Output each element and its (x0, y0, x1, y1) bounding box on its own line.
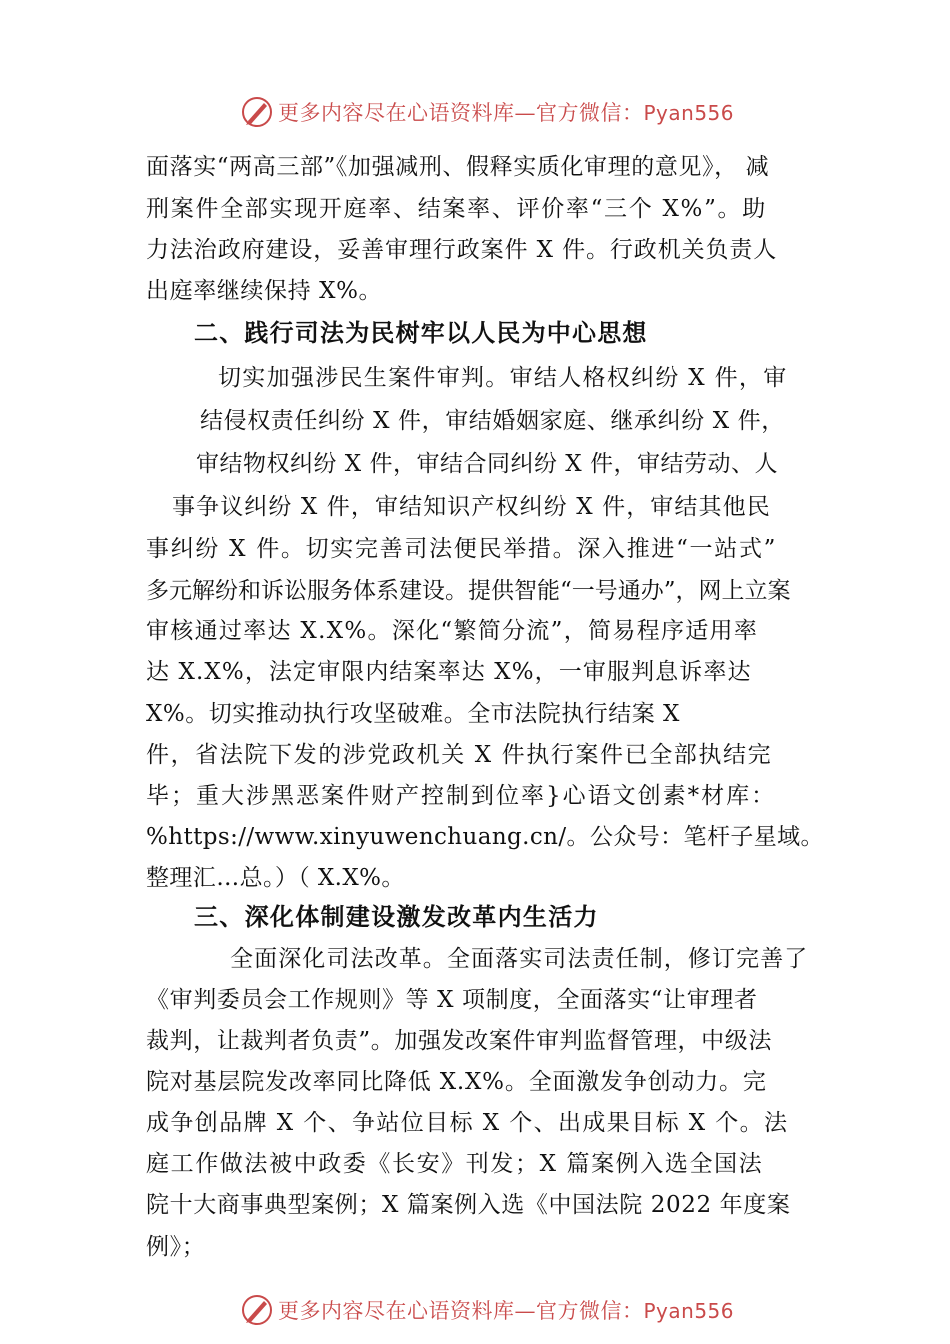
text-line: 面落实“两高三部”《加强减刑、假释实质化审理的意见》， 减 (146, 154, 770, 180)
pen-circle-logo-icon (240, 1293, 274, 1327)
text-line: 结侵权责任纠纷 X 件，审结婚姻家庭、继承纠纷 X 件， (200, 408, 785, 434)
text-line: 达 X.X%，法定审限内结案率达 X%，一审服判息诉率达 (146, 659, 752, 685)
text-line: 切实加强涉民生案件审判。审结人格权纠纷 X 件，审 (218, 365, 788, 391)
text-line: 力法治政府建设，妥善审理行政案件 X 件。行政机关负责人 (146, 237, 778, 263)
text-line: 《审判委员会工作规则》等 X 项制度，全面落实“让审理者 (146, 987, 758, 1013)
text-line: 整理汇…总。）（ X.X%。 (146, 865, 405, 891)
text-line: 件，省法院下发的涉党政机关 X 件执行案件已全部执结完 (146, 742, 773, 768)
text-line: 裁判，让裁判者负责”。加强发改案件审判监督管理，中级法 (146, 1028, 772, 1054)
section-heading: 三、深化体制建设激发改革内生活力 (194, 903, 599, 931)
text-line: 事争议纠纷 X 件，审结知识产权纠纷 X 件，审结其他民 (172, 494, 771, 520)
banner-text: 更多内容尽在心语资料库—官方微信：Pyan556 (278, 101, 735, 125)
text-line: 毕；重大涉黑恶案件财产控制到位率}心语文创素*材库： (146, 783, 777, 809)
section-heading: 二、践行司法为民树牢以人民为中心思想 (194, 319, 648, 347)
pen-circle-logo-icon (240, 95, 274, 129)
text-line: 庭工作做法被中政委《长安》刊发；X 篇案例入选全国法 (146, 1151, 764, 1177)
text-line: 成争创品牌 X 个、争站位目标 X 个、出成果目标 X 个。法 (146, 1110, 789, 1136)
footer-banner (0, 1290, 950, 1330)
text-line: 院十大商事典型案例；X 篇案例入选《中国法院 2022 年度案 (146, 1192, 791, 1218)
banner-text: 更多内容尽在心语资料库—官方微信：Pyan556 (278, 1299, 735, 1323)
text-line: 例》； (146, 1234, 206, 1260)
text-line: 审核通过率达 X.X%。深化“繁简分流”，简易程序适用率 (146, 618, 759, 644)
text-line: %https://www.xinyuwenchuang.cn/。公众号：笔杆子星域。 (146, 824, 824, 850)
text-line: 刑案件全部实现开庭率、结案率、评价率“三个 X%”。助 (146, 196, 767, 222)
text-line: 事纠纷 X 件。切实完善司法便民举措。深入推进“一站式” (146, 536, 778, 562)
text-line: 审结物权纠纷 X 件，审结合同纠纷 X 件，审结劳动、人 (196, 451, 778, 477)
text-line: 多元解纷和诉讼服务体系建设。提供智能“一号通办”，网上立案 (146, 578, 791, 604)
text-line: X%。切实推动执行攻坚破难。全市法院执行结案 X (146, 701, 680, 727)
header-banner (0, 92, 950, 132)
text-line: 院对基层院发改率同比降低 X.X%。全面激发争创动力。完 (146, 1069, 767, 1095)
text-line: 出庭率继续保持 X%。 (146, 278, 383, 304)
text-line: 全面深化司法改革。全面落实司法责任制，修订完善了 (230, 946, 809, 972)
